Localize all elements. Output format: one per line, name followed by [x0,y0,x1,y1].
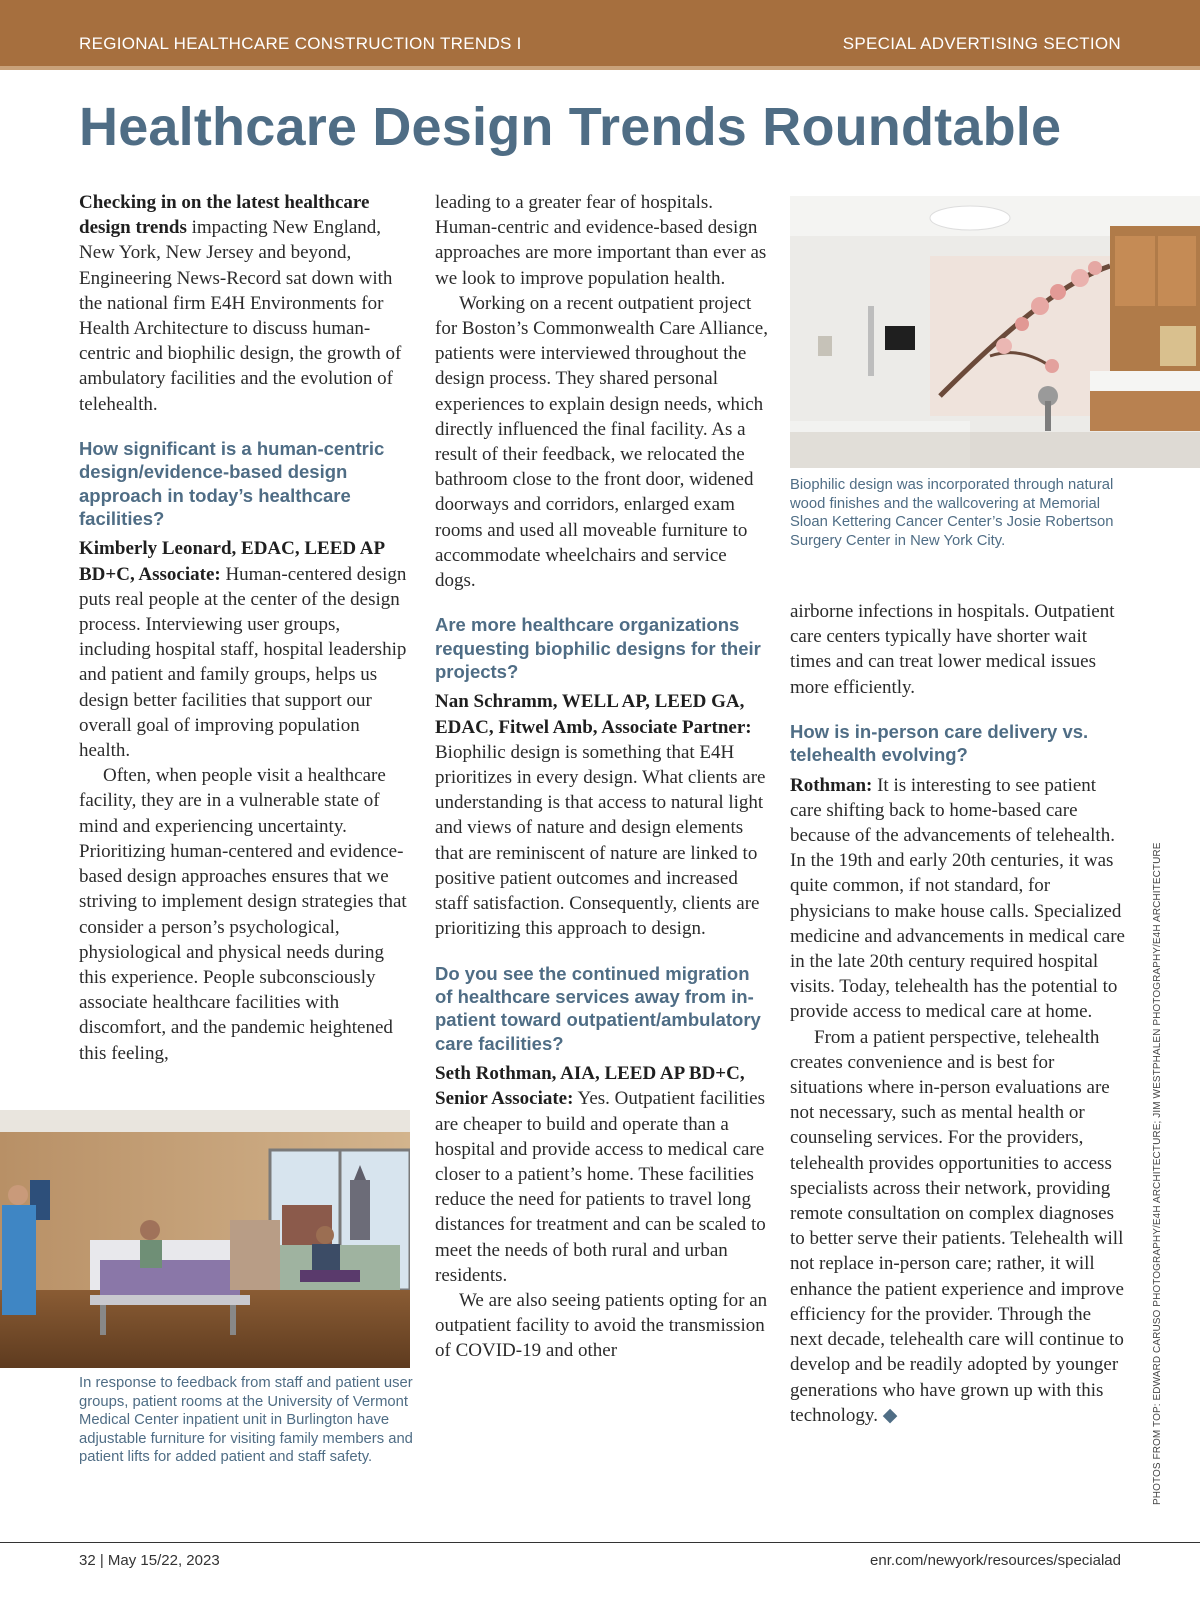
col3-paragraph-1: airborne infections in hospitals. Outpatient care centers typically have shorter wait times and can treat lower medical issues more efficiently. [790,601,1115,698]
answer-3-text: Yes. Outpatient facilities are cheaper to build and operate than a hospital and provide access to medical care closer to a patient’s home. These facilities reduce the need for patients to travel long distances for treatment and can be scaled to meet the needs of both rural and urban residents. [435,1088,766,1286]
answer-2-paragraph [435,689,771,941]
answer-1-speaker: Kimberly Leonard, EDAC, LEED AP BD+C, Associate: [79,538,385,585]
exam-room-illustration [790,196,1200,468]
intro-lead: Checking in on the latest healthcare design trends [79,192,370,239]
answer-4-text: It is interesting to see patient care shifting back to home-based care because of the advancements of telehealth. In the 19th and early 20th centuries, it was quite common, if not standard, for physicians to make house calls. Specialized medicine and advancements in medical care in the late 20th century required hospital visits. Today, telehealth has the potential to provide access to medical care at home. [790,774,1125,1023]
col2-paragraph-2: Working on a recent outpatient project for Boston’s Commonwealth Care Alliance, patients were interviewed throughout the design process. They shared personal experiences to explain design needs, which directly influenced the final facility. As a result of their feedback, we relocated the bathroom close to the front door, widened doorways and corridors, enlarged exam rooms and used all moveable furniture to accommodate wheelchairs and service dogs. [435,292,768,592]
footer-page-date: 32 | May 15/22, 2023 [79,1552,220,1569]
answer-2-text: Biophilic design is something that E4H prioritizes in every design. What clients are understanding is that access to natural light and views of nature and design elements that are reminiscent of nature are linked to positive patient outcomes and increased staff satisfaction. Consequently, clients are prioritizing this approach to design. [435,741,766,940]
answer-4-paragraph [790,773,1126,1025]
exam-room-photo [790,196,1200,468]
photo-credit: PHOTOS FROM TOP: EDWARD CARUSO PHOTOGRAPHY/E4H ARCHITECTURE; JIM WESTPHALEN PHOTOGRAPHY/E4H ARCHITECTURE [1152,842,1163,1505]
article-column-3 [790,599,1126,1428]
question-2: Are more healthcare organizations requesting biophilic designs for their projects? [435,614,761,683]
answer-1-paragraph-2: Often, when people visit a healthcare facility, they are in a vulnerable state of mind and experiencing uncertainty. Prioritizing human-centered and evidence-based design approaches ensures that we striving to implement design strategies that consider a person’s psychological, physiological and physical needs during this experience. People subconsciously associate healthcare facilities with discomfort, and the pandemic heightened this feeling, [79,765,407,1064]
photo-1-caption: In response to feedback from staff and patient user groups, patient rooms at the University of Vermont Medical Center inpatient unit in Burlington have adjustable furniture for visiting family members and patient lifts for added patient and staff safety. [79,1375,413,1466]
patient-room-illustration [0,1110,410,1368]
question-1: How significant is a human-centric design/evidence-based design approach in today’s healthcare facilities? [79,437,385,530]
answer-4-paragraph-2-text: From a patient perspective, telehealth creates convenience and is best for situations where in-person evaluations are not necessary, such as mental health or counseling services. For the providers, telehealth provides opportunities to access specialists across their network, providing remote consultation on complex diagnoses to better serve their patients. Telehealth will not replace in-person care; rather, it will enhance the patient experience and improve efficiency for the provider. Through the next decade, telehealth care will continue to develop and be readily adopted by younger generations who have grown up with this technology. [790,1026,1124,1426]
answer-4-speaker: Rothman: [790,774,873,796]
section-header-right: SPECIAL ADVERTISING SECTION [842,34,1121,53]
answer-1-text: Human-centered design puts real people at the center of the design process. Interviewing user groups, including hospital staff, hospital leadership and patient and family groups, helps us design better facilities that support our overall goal of improving population health. [79,563,407,762]
answer-3-paragraph-2: We are also seeing patients opting for an outpatient facility to avoid the transmission of COVID-19 and other [435,1289,768,1362]
footer-divider [0,1542,1200,1543]
section-header-left: REGIONAL HEALTHCARE CONSTRUCTION TRENDS I [79,34,522,53]
intro-paragraph [79,190,415,417]
intro-text: impacting New England, New York, New Jersey and beyond, Engineering News-Record sat down with the national firm E4H Environments for Health Architecture to discuss human-centric and biophilic design, the growth of ambulatory facilities and the evolution of telehealth. [79,217,402,415]
article-column-1 [79,190,415,1066]
article-column-2 [435,190,771,1364]
article-title: Healthcare Design Trends Roundtable [79,97,1062,157]
col2-paragraph-1: leading to a greater fear of hospitals. Human-centric and evidence-based design approaches are more important than ever as we look to improve population health. [435,192,767,289]
question-4: How is in-person care delivery vs. telehealth evolving? [790,720,1089,766]
answer-4-paragraph-2 [790,1025,1126,1428]
photo-2-caption: Biophilic design was incorporated through natural wood finishes and the wallcovering at Memorial Sloan Kettering Cancer Center’s Josie Robertson Surgery Center in New York City. [790,477,1114,549]
footer-url: enr.com/newyork/resources/specialad [870,1552,1121,1569]
end-mark-icon: ◆ [882,1404,898,1426]
answer-2-speaker: Nan Schramm, WELL AP, LEED GA, EDAC, Fitwel Amb, Associate Partner: [435,691,752,738]
answer-3-speaker: Seth Rothman, AIA, LEED AP BD+C, Senior Associate: [435,1063,745,1110]
answer-3-paragraph [435,1061,771,1288]
patient-room-photo [0,1110,410,1368]
section-header-bar [0,0,1200,70]
answer-1-paragraph [79,536,415,763]
question-3: Do you see the continued migration of healthcare services away from in-patient toward outpatient/ambulatory care facilities? [435,962,761,1054]
